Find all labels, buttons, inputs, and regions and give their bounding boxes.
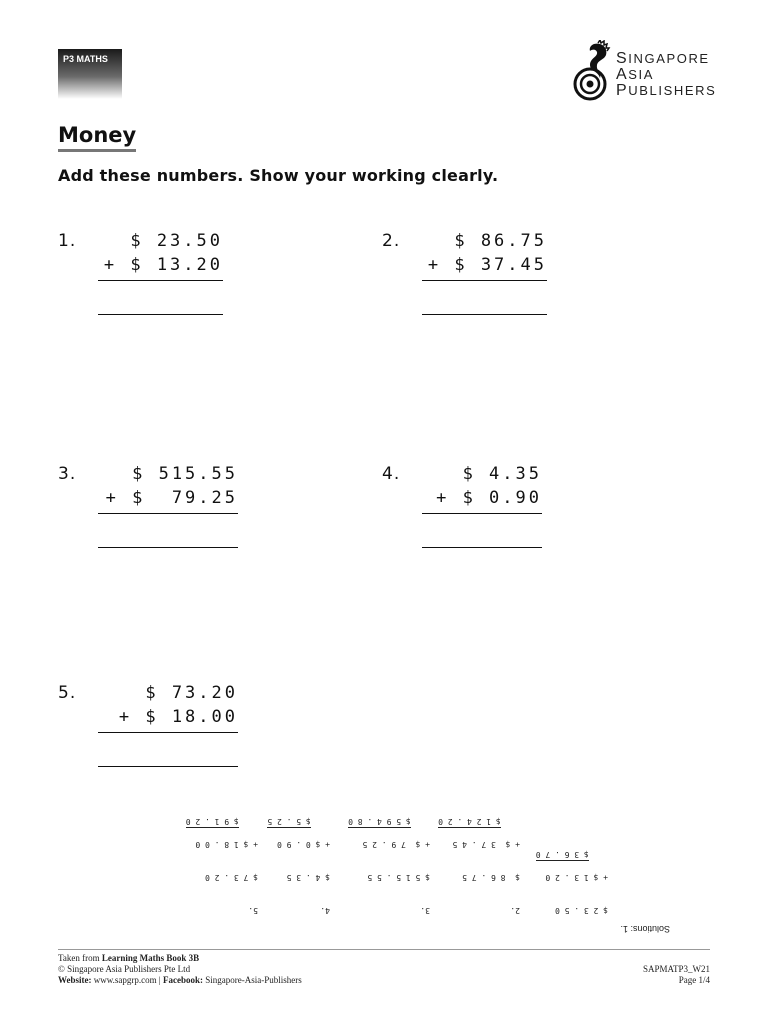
problem-2 <box>382 231 547 331</box>
publisher-line: PUBLISHERS <box>616 82 717 99</box>
footer-meta <box>643 964 710 986</box>
problem-number: 5. <box>58 683 77 703</box>
footer-credits <box>58 953 302 986</box>
worksheet-code: SAPMATP3_W21 <box>642 964 710 974</box>
addend-2: + $ 0.90 <box>436 488 542 508</box>
facebook-label: Facebook: <box>162 975 203 985</box>
page-number: Page 1/4 <box>678 975 710 985</box>
publisher-line: ASIA <box>616 66 655 83</box>
problem-number: 3. <box>58 464 77 484</box>
problem-number: 4. <box>382 464 401 484</box>
problem-1 <box>58 231 223 331</box>
solution-answer: $ 1 2 4 . 2 0 <box>438 817 501 826</box>
source-prefix: Taken from <box>58 953 102 963</box>
solution-top: $ 2 3 . 5 0 <box>555 906 608 915</box>
solution-number: 3. <box>420 906 430 915</box>
solution-item <box>438 805 520 938</box>
solution-add: + $ 7 9 . 2 5 <box>362 840 430 849</box>
answer-line[interactable] <box>98 314 223 315</box>
website-label: Website: <box>58 975 92 985</box>
solution-top: $ 7 3 . 2 0 <box>205 873 258 882</box>
answer-line[interactable] <box>422 547 542 548</box>
addend-1: $ 73.20 <box>145 683 238 703</box>
seahorse-logo-icon <box>572 40 616 102</box>
solution-number: 2. <box>510 906 520 915</box>
problem-3 <box>58 464 238 564</box>
website-link[interactable]: www.sapgrp.com | <box>91 975 163 985</box>
solution-number: 5. <box>248 906 258 915</box>
facebook-link[interactable]: Singapore-Asia-Publishers <box>202 975 302 985</box>
publisher-line: SINGAPORE <box>616 50 710 67</box>
sum-rule <box>98 732 238 733</box>
solution-answer: $ 9 1 . 2 0 <box>185 817 239 826</box>
solution-add: + $ 3 7 . 4 5 <box>452 840 520 849</box>
publisher-logo <box>572 40 732 104</box>
addend-2: + $ 79.25 <box>105 488 238 508</box>
worksheet-title: Money <box>58 122 136 152</box>
solution-top: $ 8 6 . 7 5 <box>462 873 520 882</box>
solution-item <box>536 838 608 938</box>
addend-2: + $ 18.00 <box>118 707 238 727</box>
book-title: Learning Maths Book 3B <box>101 953 200 963</box>
problem-number: 1. <box>58 231 77 251</box>
answer-line[interactable] <box>98 766 238 767</box>
problem-5 <box>58 683 238 783</box>
answer-line[interactable] <box>98 547 238 548</box>
solution-number: 4. <box>320 906 330 915</box>
addend-1: $ 86.75 <box>454 231 547 251</box>
subject-tag-label: P3 MATHS <box>63 54 108 64</box>
solution-add: + $ 1 8 . 0 0 <box>195 840 258 849</box>
instruction-text: Add these numbers. Show your working clearly. <box>58 166 499 185</box>
addend-1: $ 23.50 <box>130 231 223 251</box>
sum-rule <box>422 513 542 514</box>
solution-item <box>186 805 258 938</box>
solution-add: + $ 0 . 9 0 <box>277 840 330 849</box>
solution-answer: $ 3 6 . 7 0 <box>535 850 589 859</box>
solution-top: $ 5 1 5 . 5 5 <box>367 873 430 882</box>
addend-1: $ 515.55 <box>132 464 238 484</box>
addend-2: + $ 13.20 <box>103 255 223 275</box>
sum-rule <box>98 280 223 281</box>
footer-source <box>58 953 302 964</box>
problem-number: 2. <box>382 231 401 251</box>
footer-divider <box>58 949 710 950</box>
solution-answer: $ 5 . 2 5 <box>267 817 311 826</box>
addend-1: $ 4.35 <box>462 464 542 484</box>
footer-links <box>58 975 302 986</box>
solution-item <box>267 805 330 938</box>
solution-answer: $ 5 9 4 . 8 0 <box>348 817 411 826</box>
upside-down-solutions <box>185 817 670 938</box>
solutions-label: Solutions: 1. <box>620 924 670 934</box>
subject-tag <box>58 49 122 99</box>
addend-2: + $ 37.45 <box>427 255 547 275</box>
solution-add: + $ 1 3 . 2 0 <box>545 873 608 882</box>
problem-4 <box>382 464 542 564</box>
solution-top: $ 4 . 3 5 <box>286 873 330 882</box>
answer-line[interactable] <box>422 314 547 315</box>
solution-item <box>348 805 430 938</box>
sum-rule <box>98 513 238 514</box>
footer-copyright: © Singapore Asia Publishers Pte Ltd <box>58 964 191 974</box>
sum-rule <box>422 280 547 281</box>
publisher-name <box>616 51 716 99</box>
